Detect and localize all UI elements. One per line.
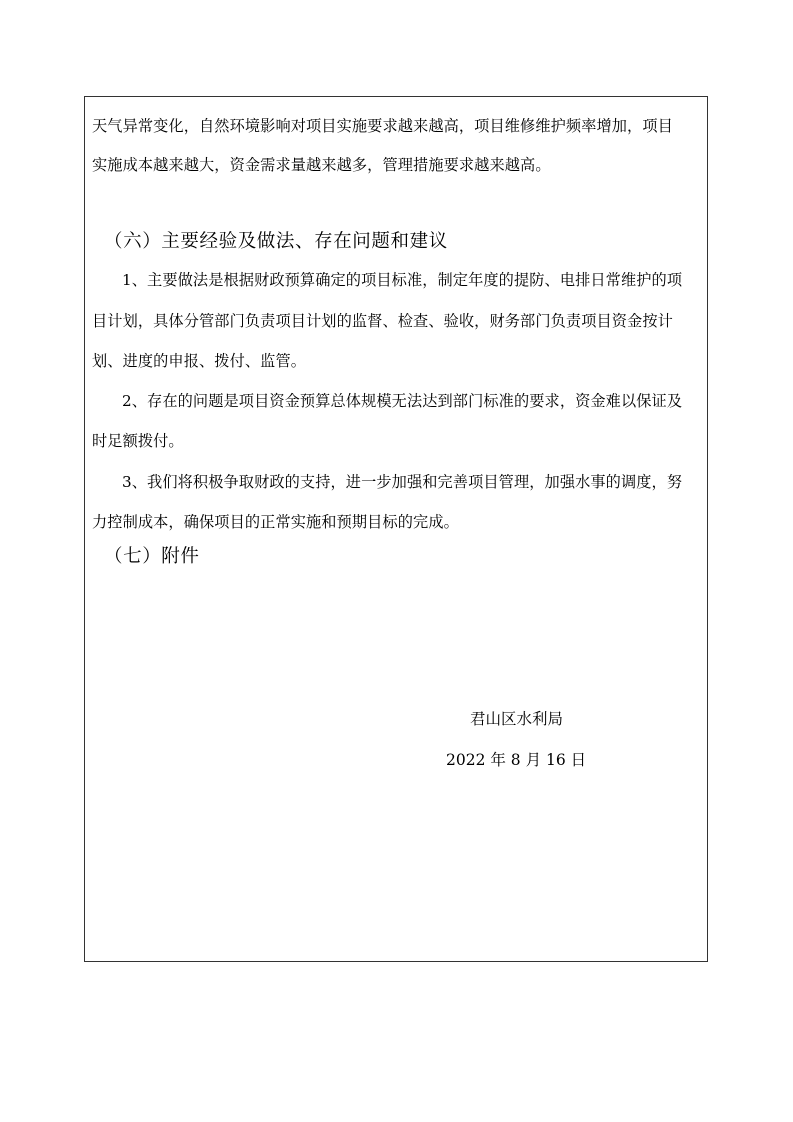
signature-date: 2022 年 8 月 16 日 [446,751,587,769]
section-six-para-1-line-3: 划、进度的申报、拨付、监管。 [92,352,307,370]
section-six-para-2-line-1: 2、存在的问题是项目资金预算总体规模无法达到部门标准的要求，资金难以保证及 [122,392,683,410]
signature-organization: 君山区水利局 [470,710,564,728]
section-six-para-3-line-1: 3、我们将积极争取财政的支持，进一步加强和完善项目管理，加强水事的调度，努 [122,473,683,491]
section-seven-heading: （七）附件 [104,546,200,567]
body-text-line-2: 实施成本越来越大，资金需求量越来越多，管理措施要求越来越高。 [92,156,551,174]
section-six-para-2-line-2: 时足额拨付。 [92,432,184,450]
section-six-heading: （六）主要经验及做法、存在问题和建议 [104,231,448,252]
section-six-para-1-line-1: 1、主要做法是根据财政预算确定的项目标准，制定年度的提防、电排日常维护的项 [122,271,683,289]
body-text-line-1: 天气异常变化，自然环境影响对项目实施要求越来越高，项目维修维护频率增加，项目 [92,117,673,135]
section-six-para-1-line-2: 目计划，具体分管部门负责项目计划的监督、检查、验收，财务部门负责项目资金按计 [92,312,673,330]
section-six-para-3-line-2: 力控制成本，确保项目的正常实施和预期目标的完成。 [92,513,459,531]
